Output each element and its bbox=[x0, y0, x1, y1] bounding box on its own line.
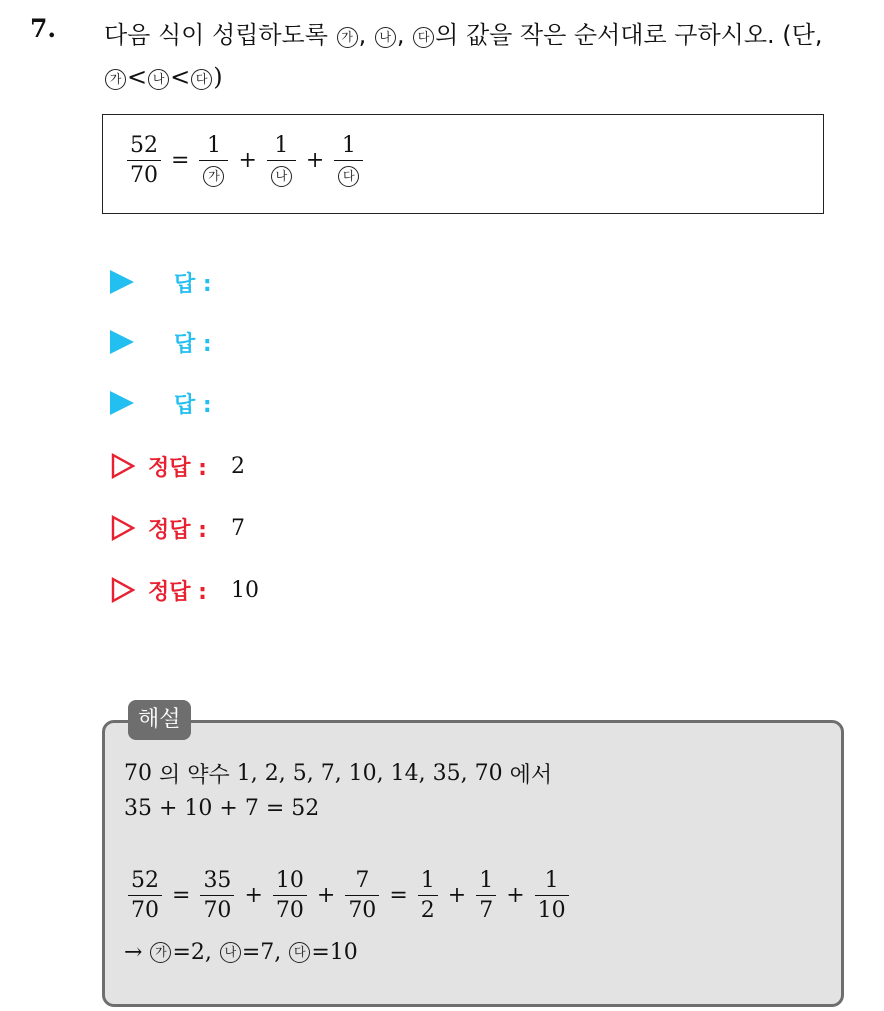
correct-label: 정답 : bbox=[148, 579, 207, 605]
correct-row-3 bbox=[110, 570, 259, 610]
fraction: $\frac{10}{70}$ bbox=[273, 868, 307, 923]
correct-label: 정답 : bbox=[148, 517, 207, 543]
answer-label: 답 : bbox=[174, 271, 212, 297]
symbol-ga-icon: 가 bbox=[337, 27, 358, 48]
correct-value: 7 bbox=[230, 515, 245, 541]
fraction: $\frac{1}{7}$ bbox=[476, 868, 496, 923]
explanation-result-line: → 가 =2, 나 =7, 다 =10 bbox=[124, 940, 358, 965]
answer-label: 답 : bbox=[174, 331, 212, 357]
play-triangle-icon bbox=[110, 391, 134, 415]
play-triangle-icon bbox=[110, 270, 134, 294]
answer-row-3 bbox=[110, 383, 212, 423]
answer-row-1 bbox=[110, 262, 212, 302]
correct-value: 10 bbox=[230, 577, 259, 603]
arrow-icon: → bbox=[124, 940, 143, 965]
fraction: $\frac{7}{70}$ bbox=[345, 868, 379, 923]
answer-label: 답 : bbox=[174, 392, 212, 418]
question-text-after: 의 값을 작은 순서대로 구하시오. (단, bbox=[435, 21, 823, 49]
fraction: $\frac{1}{10}$ bbox=[535, 868, 569, 923]
fraction: $\frac{1}{2}$ bbox=[418, 868, 438, 923]
correct-label: 정답 : bbox=[148, 455, 207, 481]
explanation-line-2: 35 + 10 + 7 = 52 bbox=[124, 796, 320, 821]
fraction: $\frac{52}{70}$ bbox=[128, 868, 162, 923]
equation: $\frac{52}{70}$ = $\frac{1}{\text{가}}$ + $\frac{1}{\text{나}}$ + $\frac{1}{\text{다}}$ bbox=[123, 133, 367, 188]
outline-triangle-icon bbox=[110, 453, 136, 479]
equation-term-ga: $\frac{1}{\text{가}}$ bbox=[199, 133, 228, 188]
play-triangle-icon bbox=[110, 330, 134, 354]
correct-row-1 bbox=[110, 446, 245, 486]
correct-value: 2 bbox=[230, 453, 245, 479]
equation-term-da: $\frac{1}{\text{다}}$ bbox=[334, 133, 363, 188]
symbol-da-icon: 다 bbox=[413, 27, 434, 48]
correct-row-2 bbox=[110, 508, 245, 548]
explanation-tab: 해설 bbox=[128, 700, 191, 740]
explanation-line-1: 70 의 약수 1, 2, 5, 7, 10, 14, 35, 70 에서 bbox=[124, 761, 553, 788]
outline-triangle-icon bbox=[110, 577, 136, 603]
answer-row-2 bbox=[110, 322, 212, 362]
explanation-fraction-line: $\frac{52}{70}$ = $\frac{35}{70}$ + $\frac{10}{70}$ + $\frac{7}{70}$ = $\frac{1}{2}$ + $\frac{1}{7}$ + $\frac{1}{10}$ bbox=[124, 868, 573, 923]
question-text: 다음 식이 성립하도록 가 , 나 , 다 의 값을 작은 순서대로 구하시오. (단, 가 < 나 < 다 ) bbox=[104, 21, 823, 91]
question-number: 7. bbox=[30, 14, 57, 43]
question-text-before: 다음 식이 성립하도록 bbox=[104, 21, 328, 49]
question-condition: 가 < 나 < 다 ) bbox=[104, 63, 223, 91]
equation-lhs-fraction: $\frac{52}{70}$ bbox=[127, 133, 161, 188]
equation-term-na: $\frac{1}{\text{나}}$ bbox=[267, 133, 296, 188]
fraction: $\frac{35}{70}$ bbox=[200, 868, 234, 923]
equation-box bbox=[102, 114, 824, 214]
symbol-na-icon: 나 bbox=[375, 27, 396, 48]
outline-triangle-icon bbox=[110, 515, 136, 541]
